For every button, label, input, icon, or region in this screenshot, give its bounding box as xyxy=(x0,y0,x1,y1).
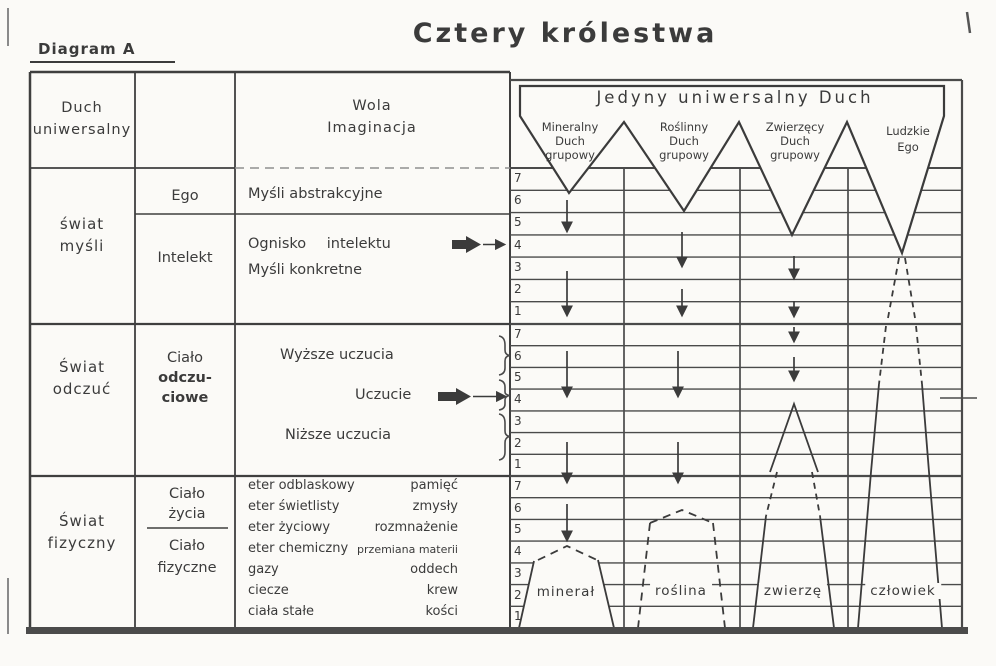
universal-spirit-chalice-shape xyxy=(520,86,944,253)
ether-function: kości xyxy=(425,604,458,619)
row-number: 5 xyxy=(514,522,522,536)
world-feeling-line1: Świat xyxy=(58,358,106,376)
spirit-mineral-line1: Mineralny xyxy=(541,120,599,134)
body-feeling-line3: ciowe xyxy=(161,390,209,406)
world-physical-line2: fizyczny xyxy=(47,534,117,552)
ether-function: oddech xyxy=(410,562,458,577)
ether-name: gazy xyxy=(248,562,279,577)
spirit-mineral-line3: grupowy xyxy=(545,148,595,162)
col3-header-line1: Wola xyxy=(352,98,392,114)
ether-name: eter życiowy xyxy=(248,520,331,535)
feelings-braces xyxy=(499,336,510,460)
row-number: 2 xyxy=(514,588,522,602)
thick-right-arrow-ognisko xyxy=(452,236,504,253)
ether-name: ciecze xyxy=(248,583,289,598)
col1-header-line1: Duch xyxy=(61,100,103,116)
label-higher-feelings: Wyższe uczucia xyxy=(280,347,394,363)
body-ego: Ego xyxy=(171,188,199,204)
row-number: 2 xyxy=(514,282,522,296)
label-focus-of-intellect: Ognisko intelektu xyxy=(248,236,391,252)
row-number: 3 xyxy=(514,260,522,274)
body-feeling-line2: odczu- xyxy=(158,370,212,386)
kingdom-label-mineral: minerał xyxy=(532,584,600,600)
row-number: 1 xyxy=(514,304,522,318)
row-number: 1 xyxy=(514,609,522,623)
body-feeling-line1: Ciało xyxy=(166,350,204,366)
label-lower-feelings: Niższe uczucia xyxy=(285,427,392,443)
label-abstract-thoughts: Myśli abstrakcyjne xyxy=(248,186,383,202)
ether-name: ciała stałe xyxy=(248,604,315,619)
bottom-border-bar xyxy=(26,627,968,634)
label-feeling: Uczucie xyxy=(355,387,412,403)
ether-function: krew xyxy=(426,583,458,598)
row-number: 7 xyxy=(514,479,522,493)
spirit-animal-line1: Zwierzęcy xyxy=(765,120,825,134)
row-number: 7 xyxy=(514,171,522,185)
ether-function: pamięć xyxy=(410,478,458,493)
kingdom-forms xyxy=(519,258,942,628)
col3-header-line2: Imaginacja xyxy=(327,120,417,136)
ether-function: przemiana materii xyxy=(357,543,458,556)
body-vital-line2: życia xyxy=(168,506,206,522)
row-number: 2 xyxy=(514,436,522,450)
body-physical-line2: fizyczne xyxy=(157,560,217,576)
universal-spirit-title: Jedyny uniwersalny Duch xyxy=(596,88,874,107)
spirit-plant-line1: Roślinny xyxy=(659,120,709,134)
ether-name: eter świetlisty xyxy=(248,499,340,514)
spirit-mineral-line2: Duch xyxy=(555,134,585,148)
spirit-animal-line2: Duch xyxy=(780,134,810,148)
kingdom-label-plant: roślina xyxy=(650,583,712,599)
ether-name: eter chemiczny xyxy=(248,541,349,556)
spirit-human-line1: Ludzkie xyxy=(886,124,930,138)
row-number: 4 xyxy=(514,238,522,252)
page-title: Cztery królestwa xyxy=(412,18,718,49)
spirit-plant-line2: Duch xyxy=(669,134,699,148)
body-physical-line1: Ciało xyxy=(168,538,206,554)
spirit-plant-line3: grupowy xyxy=(659,148,709,162)
descent-arrows xyxy=(567,200,794,540)
row-number: 3 xyxy=(514,414,522,428)
ether-function: zmysły xyxy=(412,499,458,514)
world-thought-line2: myśli xyxy=(59,237,105,255)
spirit-human-line2: Ego xyxy=(897,140,919,154)
row-number: 3 xyxy=(514,566,522,580)
row-number: 4 xyxy=(514,544,522,558)
row-number: 6 xyxy=(514,349,522,363)
row-number: 4 xyxy=(514,392,522,406)
world-thought-line1: świat xyxy=(59,215,105,233)
row-number: 5 xyxy=(514,370,522,384)
label-concrete-thoughts: Myśli konkretne xyxy=(248,262,363,278)
world-physical-line1: Świat xyxy=(58,512,106,530)
row-number: 7 xyxy=(514,327,522,341)
ether-function: rozmnażenie xyxy=(374,520,458,535)
body-intellect: Intelekt xyxy=(157,250,213,266)
row-number: 6 xyxy=(514,501,522,515)
row-number: 6 xyxy=(514,193,522,207)
ether-name: eter odblaskowy xyxy=(248,478,355,493)
row-number: 5 xyxy=(514,215,522,229)
thick-right-arrow-uczucie xyxy=(438,388,505,405)
row-number: 1 xyxy=(514,457,522,471)
diagram-label: Diagram A xyxy=(38,40,136,58)
world-feeling-line2: odczuć xyxy=(52,380,112,398)
col1-header-line2: uniwersalny xyxy=(32,122,132,138)
kingdom-label-human: człowiek xyxy=(865,583,941,599)
spirit-animal-line3: grupowy xyxy=(770,148,820,162)
kingdom-label-animal: zwierzę xyxy=(759,583,827,599)
body-vital-line1: Ciało xyxy=(168,486,206,502)
